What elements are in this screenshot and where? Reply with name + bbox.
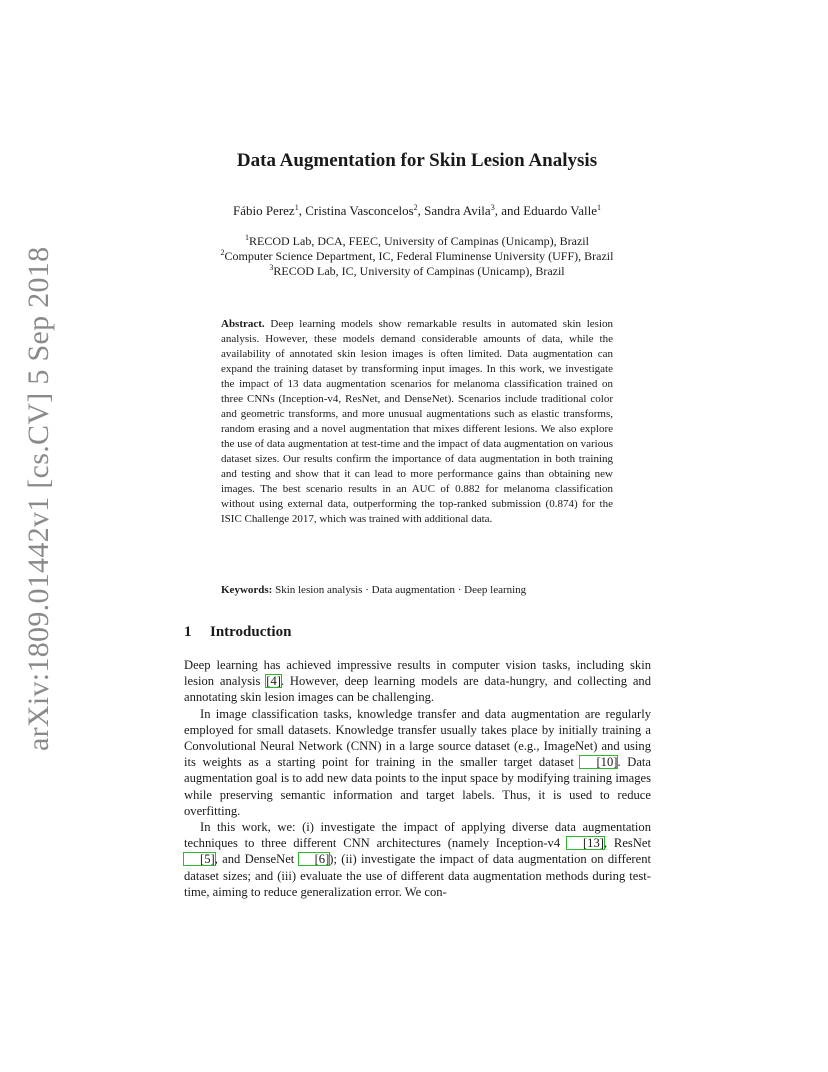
body-text-run: , ResNet: [603, 836, 651, 851]
body-text-run: In image classification tasks, knowledge transfer and data augmentation are regularly employed for small datasets. Knowledge transfer usually takes place by initially training a Convolutional Neural Network (CNN) in a large source dataset (e.g., ImageNet) and using its weights as a starting point for training in the smaller target dataset: [184, 706, 651, 770]
citation-link[interactable]: [5]: [184, 853, 215, 865]
author-affiliation-mark: 1: [294, 203, 299, 212]
author-name: Eduardo Valle: [523, 203, 598, 218]
affiliation-line: [183, 264, 651, 279]
author-affiliation-mark: 2: [413, 203, 418, 212]
keywords: [221, 583, 613, 598]
author-name: Sandra Avila: [424, 203, 491, 218]
affiliation-text: RECOD Lab, DCA, FEEC, University of Campinas (Unicamp), Brazil: [249, 234, 589, 248]
body-text-run: . However, deep learning models are data-hungry, and collecting and annotating skin lesion images can be challenging.: [184, 674, 652, 705]
introduction-body: [184, 657, 651, 900]
section-number: 1: [184, 624, 192, 640]
affiliation-mark: 1: [245, 233, 250, 242]
body-text-run: , and DenseNet: [214, 852, 299, 867]
affiliation-list: [183, 234, 651, 279]
paper-title: Data Augmentation for Skin Lesion Analysis: [236, 150, 598, 171]
author-separator: ,: [298, 203, 306, 218]
author-name: Fábio Perez: [232, 203, 295, 218]
affiliation-mark: 2: [220, 248, 225, 257]
abstract: [221, 317, 613, 527]
affiliation-mark: 3: [269, 263, 274, 272]
author-affiliation-mark: 1: [597, 203, 602, 212]
affiliation-line: [183, 234, 651, 249]
citation-link[interactable]: [6]: [299, 853, 330, 865]
arxiv-identifier-stamp: arXiv:1809.01442v1 [cs.CV] 5 Sep 2018: [22, 246, 55, 751]
author-list: [183, 203, 651, 219]
body-paragraph: [184, 657, 651, 706]
keywords-text: Skin lesion analysis · Data augmentation · Deep learning: [275, 584, 527, 596]
body-text-run: In this work, we: (i) investigate the impact of applying diverse data augmentation techniques to three different CNN architectures (namely Inception-v4: [184, 820, 651, 851]
body-text-run: Deep learning has achieved impressive results in computer vision tasks, including skin lesion analysis: [184, 658, 651, 689]
section-title: Introduction: [210, 624, 292, 640]
body-text-run: . Data augmentation goal is to add new data points to the input space by modifying training images while preserving semantic information and target labels. Thus, it is used to reduce overfitting.: [184, 755, 651, 818]
author-separator: , and: [494, 203, 524, 218]
citation-link[interactable]: [10]: [580, 756, 617, 768]
body-paragraph: [184, 706, 651, 819]
citation-link[interactable]: [13]: [567, 837, 604, 849]
body-paragraph: [184, 819, 651, 900]
author-affiliation-mark: 3: [490, 203, 495, 212]
affiliation-text: Computer Science Department, IC, Federal Fluminense University (UFF), Brazil: [224, 249, 614, 263]
keywords-label: Keywords:: [221, 584, 273, 596]
affiliation-text: RECOD Lab, IC, University of Campinas (Unicamp), Brazil: [273, 264, 565, 278]
author-separator: ,: [417, 203, 425, 218]
abstract-label: Abstract.: [221, 318, 265, 330]
citation-link[interactable]: [4]: [266, 674, 281, 689]
affiliation-line: [183, 249, 651, 264]
author-name: Cristina Vasconcelos: [305, 203, 414, 218]
section-heading-introduction: [184, 624, 291, 641]
body-text-run: ); (ii) investigate the impact of data augmentation on different dataset sizes; and (iii) evaluate the use of different data augmentation methods during test-time, aiming to reduce generalization error. We con-: [184, 852, 651, 899]
abstract-text: Deep learning models show remarkable results in automated skin lesion analysis. However, these models demand considerable amounts of data, while the availability of annotated skin lesion images is often limited. Data augmentation can expand the training dataset by transforming input images. In this work, we investigate the impact of 13 data augmentation scenarios for melanoma classification trained on three CNNs (Inception-v4, ResNet, and DenseNet). Scenarios include traditional color and geometric transforms, and more unusual augmentations such as elastic transforms, random erasing and a novel augmentation that mixes different lesions. We also explore the use of data augmentation at test-time and the impact of data augmentation on various dataset sizes. Our results confirm the importance of data augmentation in both training and testing and show that it can lead to more performance gains than obtaining new images. The best scenario results in an AUC of 0.882 for melanoma classification without using external data, outperforming the top-ranked submission (0.874) for the ISIC Challenge 2017, which was trained with additional data.: [221, 318, 614, 525]
